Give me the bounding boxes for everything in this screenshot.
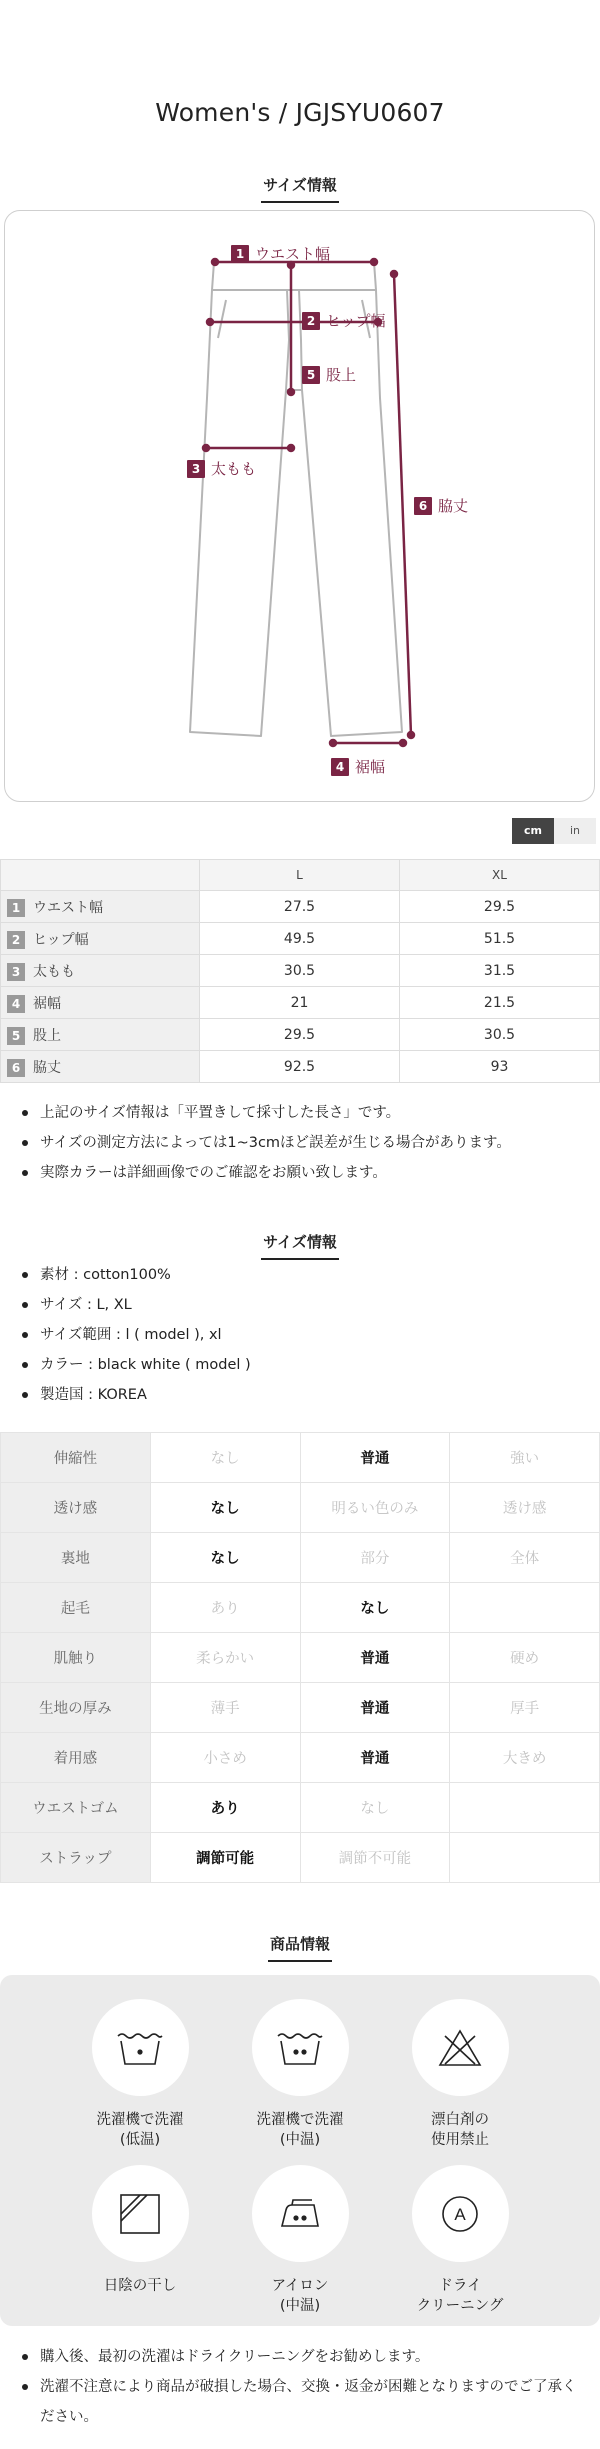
- table-row: [1, 1683, 600, 1733]
- cell-value: 30.5: [400, 1019, 600, 1051]
- table-row: [1, 1433, 600, 1483]
- wash-low-temp-icon: [92, 1999, 189, 2096]
- row-label: 5 股上: [1, 1019, 200, 1051]
- feel-option-selected: 普通: [300, 1683, 450, 1733]
- unit-cm-button[interactable]: cm: [512, 818, 554, 844]
- feel-option: 硬め: [450, 1633, 600, 1683]
- list-item: カラー : black white ( model ): [20, 1350, 590, 1380]
- measure-label-hip: 2 ヒップ幅: [302, 310, 386, 331]
- care-heading: 商品情報: [0, 1933, 600, 1962]
- table-row: [1, 1833, 600, 1883]
- feel-option: 調節不可能: [300, 1833, 450, 1883]
- feel-label: 肌触り: [1, 1633, 151, 1683]
- list-item: サイズの測定方法によっては1~3cmほど誤差が生じる場合があります。: [20, 1128, 590, 1158]
- row-label: 6 脇丈: [1, 1051, 200, 1083]
- table-row: [1, 1051, 600, 1083]
- measure-label-thigh: 3 太もも: [187, 458, 256, 479]
- care-notes: [20, 2342, 590, 2432]
- feel-option-selected: 普通: [300, 1433, 450, 1483]
- cell-value: 51.5: [400, 923, 600, 955]
- feel-option: なし: [300, 1783, 450, 1833]
- feel-option: 強い: [450, 1433, 600, 1483]
- unit-in-button[interactable]: in: [554, 818, 596, 844]
- cell-value: 30.5: [200, 955, 400, 987]
- feel-option-selected: なし: [300, 1583, 450, 1633]
- table-row: [1, 1733, 600, 1783]
- feel-option-selected: 普通: [300, 1733, 450, 1783]
- care-item-no-bleach: [380, 1999, 540, 2150]
- care-label: アイロン (中温): [271, 2278, 329, 2314]
- care-label: 日陰の干し: [103, 2278, 177, 2294]
- list-item: サイズ : L, XL: [20, 1290, 590, 1320]
- wash-medium-temp-icon: [252, 1999, 349, 2096]
- feel-option: あり: [150, 1583, 300, 1633]
- feel-label: ストラップ: [1, 1833, 151, 1883]
- list-item: 実際カラーは詳細画像でのご確認をお願い致します。: [20, 1158, 590, 1188]
- table-row: [1, 1633, 600, 1683]
- dry-clean-icon: [412, 2165, 509, 2262]
- care-label: 洗濯機で洗濯 (低温): [96, 2112, 184, 2148]
- table-row: [1, 1533, 600, 1583]
- care-item-iron-medium: [220, 2165, 380, 2316]
- feel-option: [450, 1583, 600, 1633]
- row-label: 2 ヒップ幅: [1, 923, 200, 955]
- table-row: [1, 955, 600, 987]
- cell-value: 27.5: [200, 891, 400, 923]
- spec-heading: サイズ情報: [0, 1231, 600, 1260]
- feel-option: 透け感: [450, 1483, 600, 1533]
- care-item-dry-clean: [380, 2165, 540, 2316]
- row-label: 3 太もも: [1, 955, 200, 987]
- care-item-wash-medium: [220, 1999, 380, 2150]
- feel-option-selected: あり: [150, 1783, 300, 1833]
- table-row: [1, 1019, 600, 1051]
- feel-option-selected: 普通: [300, 1633, 450, 1683]
- measure-label-waist: 1 ウエスト幅: [231, 243, 330, 264]
- size-info-heading: サイズ情報: [0, 174, 600, 203]
- feel-option: 大きめ: [450, 1733, 600, 1783]
- cell-value: 92.5: [200, 1051, 400, 1083]
- no-bleach-icon: [412, 1999, 509, 2096]
- row-label: 1 ウエスト幅: [1, 891, 200, 923]
- feel-option: [450, 1783, 600, 1833]
- table-row: [1, 1583, 600, 1633]
- care-label: 漂白剤の 使用禁止: [431, 2112, 489, 2148]
- table-row: [1, 923, 600, 955]
- care-item-shade-dry: [60, 2165, 220, 2296]
- feel-label: 伸縮性: [1, 1433, 151, 1483]
- feel-label: 着用感: [1, 1733, 151, 1783]
- feel-option: 部分: [300, 1533, 450, 1583]
- fabric-feel-table: [0, 1432, 600, 1883]
- size-table-corner: [1, 860, 200, 891]
- care-label: 洗濯機で洗濯 (中温): [256, 2112, 344, 2148]
- measure-label-hem: 4 裾幅: [331, 756, 385, 777]
- pants-diagram: [4, 210, 595, 802]
- feel-option-selected: なし: [150, 1483, 300, 1533]
- row-label: 4 裾幅: [1, 987, 200, 1019]
- product-title: Women's / JGJSYU0607: [155, 98, 445, 127]
- list-item: 上記のサイズ情報は「平置きして採寸した長さ」です。: [20, 1098, 590, 1128]
- feel-label: 起毛: [1, 1583, 151, 1633]
- feel-label: ウエストゴム: [1, 1783, 151, 1833]
- shade-dry-icon: [92, 2165, 189, 2262]
- cell-value: 49.5: [200, 923, 400, 955]
- size-notes: [20, 1098, 590, 1188]
- feel-option: [450, 1833, 600, 1883]
- cell-value: 29.5: [200, 1019, 400, 1051]
- list-item: サイズ範囲 : l ( model ), xl: [20, 1320, 590, 1350]
- feel-option: なし: [150, 1433, 300, 1483]
- measure-label-outseam: 6 脇丈: [414, 495, 468, 516]
- cell-value: 21: [200, 987, 400, 1019]
- table-row: [1, 1783, 600, 1833]
- spec-list: [20, 1260, 590, 1410]
- feel-option: 厚手: [450, 1683, 600, 1733]
- table-row: [1, 1483, 600, 1533]
- list-item: 素材 : cotton100%: [20, 1260, 590, 1290]
- list-item: 購入後、最初の洗濯はドライクリーニングをお勧めします。: [20, 2342, 590, 2372]
- feel-option: 薄手: [150, 1683, 300, 1733]
- feel-option-selected: 調節可能: [150, 1833, 300, 1883]
- cell-value: 93: [400, 1051, 600, 1083]
- feel-option: 柔らかい: [150, 1633, 300, 1683]
- cell-value: 21.5: [400, 987, 600, 1019]
- unit-toggle: [512, 818, 596, 844]
- feel-label: 裏地: [1, 1533, 151, 1583]
- feel-label: 透け感: [1, 1483, 151, 1533]
- list-item: 洗濯不注意により商品が破損した場合、交換・返金が困難となりますのでご了承ください。: [20, 2372, 590, 2432]
- care-label: ドライ クリーニング: [416, 2278, 504, 2314]
- feel-option: 明るい色のみ: [300, 1483, 450, 1533]
- size-table-header: [1, 860, 600, 891]
- measure-label-rise: 5 股上: [302, 364, 356, 385]
- feel-option-selected: なし: [150, 1533, 300, 1583]
- size-column-xl: XL: [400, 860, 600, 891]
- feel-option: 小さめ: [150, 1733, 300, 1783]
- feel-option: 全体: [450, 1533, 600, 1583]
- list-item: 製造国 : KOREA: [20, 1380, 590, 1410]
- iron-medium-icon: [252, 2165, 349, 2262]
- table-row: [1, 987, 600, 1019]
- feel-label: 生地の厚み: [1, 1683, 151, 1733]
- cell-value: 29.5: [400, 891, 600, 923]
- table-row: [1, 891, 600, 923]
- cell-value: 31.5: [400, 955, 600, 987]
- size-column-l: L: [200, 860, 400, 891]
- size-table: [0, 859, 600, 1083]
- care-item-wash-low: [60, 1999, 220, 2150]
- dry-clean-symbol: A: [454, 2204, 466, 2224]
